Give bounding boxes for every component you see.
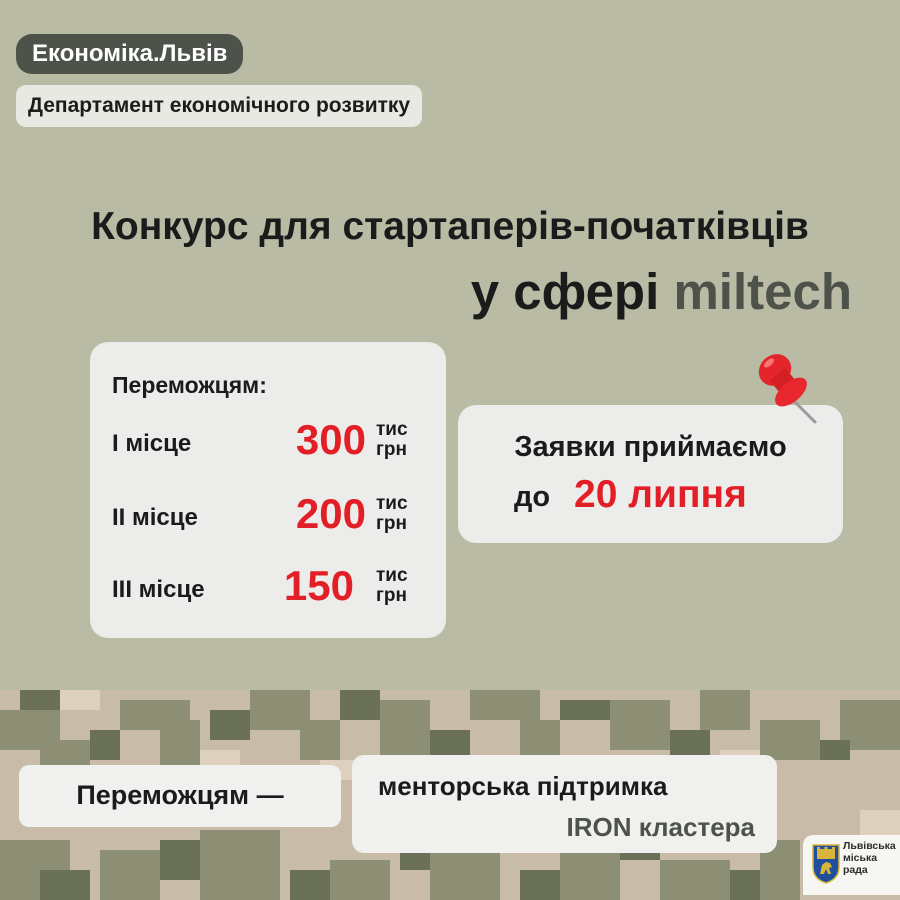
prize-row (90, 560, 446, 620)
prize-unit-bottom: грн (376, 439, 407, 460)
prize-unit-bottom: грн (376, 585, 407, 606)
prize-amount: 300 (295, 416, 366, 463)
prize-unit-bottom: грн (376, 513, 407, 534)
city-council-line-1: Львівська (843, 840, 896, 852)
prize-unit (376, 494, 436, 534)
mentoring-line-2: IRON кластера (566, 812, 755, 842)
city-council-line-2: міська (843, 852, 878, 864)
headline-line-2 (471, 262, 852, 321)
prizes-card (90, 342, 446, 638)
deadline-prefix: до (514, 481, 551, 513)
mentoring-line-1: менторська підтримка (378, 771, 668, 801)
headline-highlight: miltech (673, 263, 852, 320)
prize-unit (376, 420, 436, 460)
prize-row (90, 414, 446, 474)
prize-unit-top: тис (376, 419, 408, 440)
deadline-date: 20 липня (574, 473, 747, 516)
prize-amount: 200 (295, 490, 366, 537)
prize-row (90, 488, 446, 548)
city-council-name (843, 840, 899, 876)
prize-amount: 150 (283, 562, 354, 609)
department-label: Департамент економічного розвитку (16, 85, 422, 127)
mentoring-label-box (19, 765, 341, 827)
mentoring-box (352, 755, 777, 853)
prizes-heading: Переможцям: (112, 372, 267, 398)
deadline-text: Заявки приймаємо (514, 431, 787, 463)
headline-prefix: у сфері (470, 263, 660, 320)
pushpin-icon (745, 344, 835, 434)
prize-unit-top: тис (376, 565, 408, 586)
prize-place: III місце (112, 576, 205, 603)
prize-unit (376, 566, 436, 606)
prize-place: II місце (112, 504, 198, 531)
lviv-coat-of-arms-icon (811, 841, 841, 885)
brand-label: Економіка.Львів (16, 34, 243, 74)
city-council-line-3: рада (843, 864, 868, 876)
mentoring-label: Переможцям — (76, 780, 284, 810)
prize-place: I місце (112, 430, 192, 457)
city-council-logo (803, 835, 900, 895)
prize-unit-top: тис (376, 493, 408, 514)
headline-line-1: Конкурс для стартаперів-початківців (91, 205, 809, 248)
